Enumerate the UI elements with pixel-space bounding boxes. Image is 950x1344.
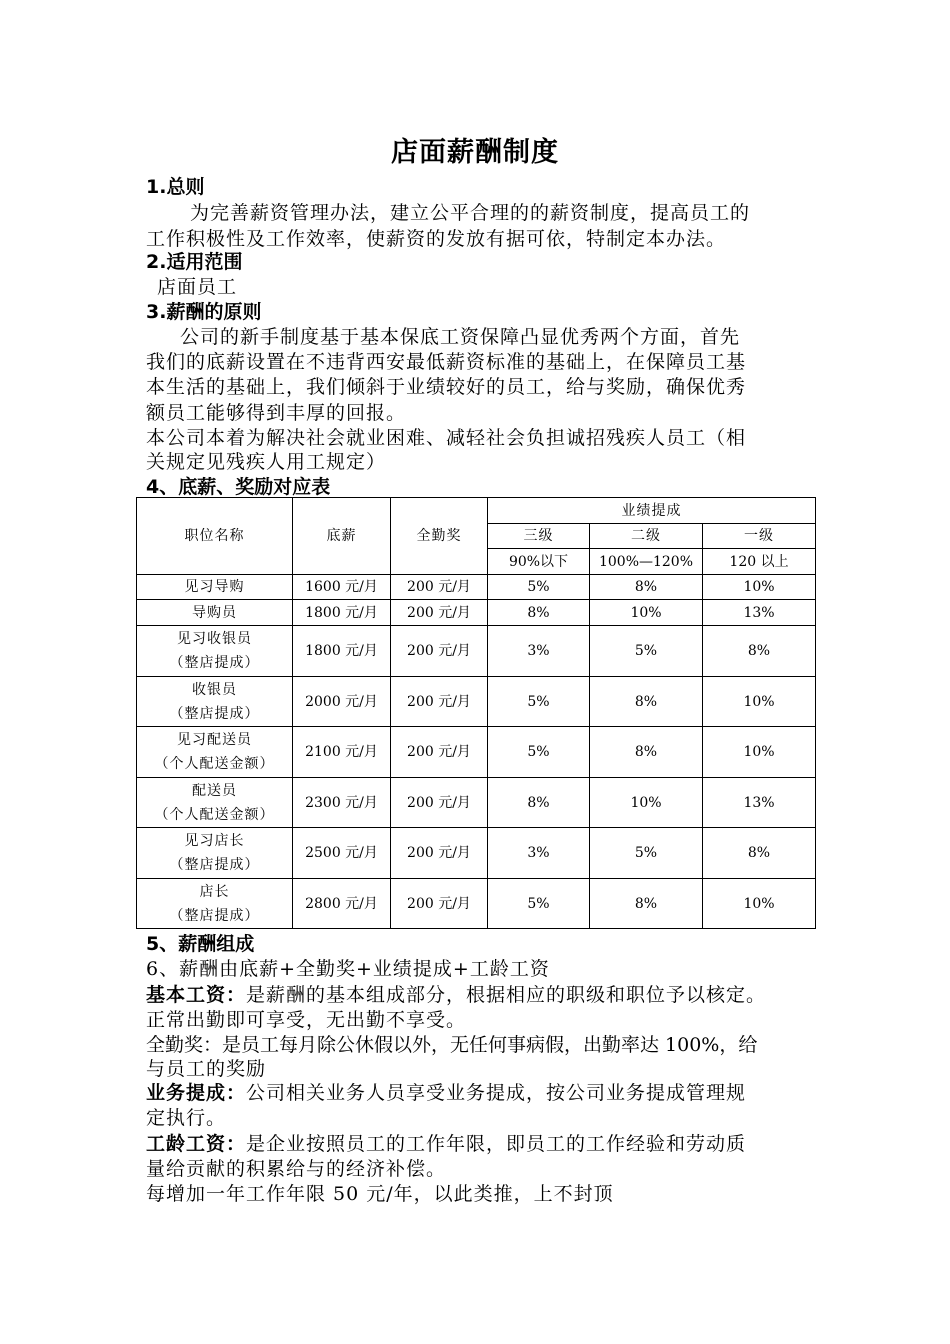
header-range: 100%—120% bbox=[590, 549, 703, 575]
section-1-paragraph-line: 为完善薪资管理办法，建立公平合理的的薪资制度，提高员工的 bbox=[190, 202, 751, 224]
header-range: 90%以下 bbox=[488, 549, 590, 575]
seniority-paragraph-line: 量给贡献的积累给与的经济补偿。 bbox=[146, 1158, 447, 1180]
table-row bbox=[137, 727, 816, 778]
base-salary: 2500 元/月 bbox=[293, 828, 391, 879]
position-name: 见习店长 bbox=[184, 833, 245, 849]
seniority-label: 工龄工资： bbox=[146, 1133, 247, 1155]
section-6-line: 6、薪酬由底薪+全勤奖+业绩提成+工龄工资 bbox=[146, 958, 550, 980]
header-position: 职位名称 bbox=[137, 498, 293, 575]
section-2-body: 店面员工 bbox=[157, 276, 238, 298]
header-range: 120 以上 bbox=[703, 549, 816, 575]
section-3-paragraph-line: 本生活的基础上，我们倾斜于业绩较好的员工，给与奖励，确保优秀 bbox=[146, 376, 747, 398]
position-note: （整店提成） bbox=[169, 907, 260, 924]
commission-level-2: 8% bbox=[590, 879, 703, 929]
seniority-paragraph-line bbox=[146, 1131, 746, 1157]
commission-level-3: 5% bbox=[488, 727, 590, 778]
base-salary: 2000 元/月 bbox=[293, 677, 391, 727]
section-3-paragraph-line: 我们的底薪设置在不违背西安最低薪资标准的基础上，在保障员工基 bbox=[146, 351, 747, 373]
commission-level-3: 8% bbox=[488, 600, 590, 626]
seniority-rate-line: 每增加一年工作年限 50 元/年，以此类推，上不封顶 bbox=[146, 1183, 614, 1205]
attendance-bonus: 200 元/月 bbox=[391, 600, 488, 626]
commission-level-3: 5% bbox=[488, 677, 590, 727]
position-note: （整店提成） bbox=[169, 857, 260, 873]
section-3-paragraph-line: 本公司本着为解决社会就业困难、减轻社会负担诚招残疾人员工（相 bbox=[146, 427, 747, 449]
basic-salary-paragraph-line: 正常出勤即可享受，无出勤不享受。 bbox=[146, 1009, 467, 1031]
position-name: 导购员 bbox=[137, 600, 293, 626]
section-3-paragraph-line: 公司的新手制度基于基本保底工资保障凸显优秀两个方面，首先 bbox=[180, 326, 741, 348]
position-note: （个人配送金额） bbox=[154, 756, 275, 772]
position-note: （整店提成） bbox=[169, 655, 260, 671]
attendance-bonus: 200 元/月 bbox=[391, 879, 488, 929]
position-cell bbox=[137, 828, 293, 879]
basic-salary-text: 是薪酬的基本组成部分，根据相应的职级和职位予以核定。 bbox=[246, 984, 767, 1006]
position-name: 见习收银员 bbox=[177, 631, 252, 647]
basic-salary-paragraph-line bbox=[146, 982, 766, 1008]
commission-level-1: 8% bbox=[703, 626, 816, 677]
commission-level-1: 8% bbox=[703, 828, 816, 879]
section-3-paragraph-line: 关规定见残疾人用工规定） bbox=[146, 451, 387, 473]
commission-level-1: 13% bbox=[703, 778, 816, 828]
position-note: （个人配送金额） bbox=[154, 806, 275, 823]
attendance-paragraph-line: 与员工的奖励 bbox=[146, 1058, 267, 1080]
position-cell bbox=[137, 778, 293, 828]
base-salary: 2800 元/月 bbox=[293, 879, 391, 929]
table-row bbox=[137, 626, 816, 677]
commission-level-1: 10% bbox=[703, 727, 816, 778]
section-2-heading: 2.适用范围 bbox=[146, 251, 243, 273]
commission-level-2: 5% bbox=[590, 828, 703, 879]
base-salary: 2100 元/月 bbox=[293, 727, 391, 778]
commission-level-2: 8% bbox=[590, 727, 703, 778]
business-commission-paragraph-line: 定执行。 bbox=[146, 1107, 227, 1129]
section-4-heading: 4、底薪、奖励对应表 bbox=[146, 476, 331, 498]
commission-level-3: 3% bbox=[488, 828, 590, 879]
commission-level-3: 5% bbox=[488, 879, 590, 929]
attendance-bonus: 200 元/月 bbox=[391, 828, 488, 879]
table-row bbox=[137, 828, 816, 879]
position-cell bbox=[137, 727, 293, 778]
position-name: 店长 bbox=[199, 883, 230, 900]
commission-level-2: 8% bbox=[590, 575, 703, 600]
position-name: 见习导购 bbox=[137, 575, 293, 600]
salary-table bbox=[136, 497, 816, 929]
basic-salary-label: 基本工资： bbox=[146, 984, 247, 1006]
seniority-text: 是企业按照员工的工作年限，即员工的工作经验和劳动质 bbox=[246, 1133, 747, 1155]
header-commission: 业绩提成 bbox=[488, 498, 816, 524]
position-name: 收银员 bbox=[192, 681, 237, 698]
attendance-bonus: 200 元/月 bbox=[391, 778, 488, 828]
section-3-paragraph-line: 额员工能够得到丰厚的回报。 bbox=[146, 402, 407, 424]
table-row bbox=[137, 778, 816, 828]
header-level: 一级 bbox=[703, 524, 816, 549]
base-salary: 1800 元/月 bbox=[293, 626, 391, 677]
position-cell bbox=[137, 626, 293, 677]
table-row bbox=[137, 600, 816, 626]
section-1-heading: 1.总则 bbox=[146, 176, 205, 198]
header-level: 三级 bbox=[488, 524, 590, 549]
section-1-paragraph-line: 工作积极性及工作效率，使薪资的发放有据可依，特制定本办法。 bbox=[146, 228, 727, 250]
position-cell bbox=[137, 677, 293, 727]
table-row bbox=[137, 879, 816, 929]
business-commission-label: 业务提成： bbox=[146, 1082, 247, 1104]
header-base-salary: 底薪 bbox=[293, 498, 391, 575]
position-name: 见习配送员 bbox=[177, 732, 252, 748]
document-title: 店面薪酬制度 bbox=[391, 137, 559, 168]
business-commission-text: 公司相关业务人员享受业务提成，按公司业务提成管理规 bbox=[246, 1082, 747, 1104]
commission-level-2: 5% bbox=[590, 626, 703, 677]
table-row bbox=[137, 575, 816, 600]
position-note: （整店提成） bbox=[169, 705, 260, 722]
base-salary: 1800 元/月 bbox=[293, 600, 391, 626]
business-commission-paragraph-line bbox=[146, 1080, 746, 1106]
commission-level-1: 10% bbox=[703, 575, 816, 600]
commission-level-3: 5% bbox=[488, 575, 590, 600]
attendance-paragraph-line: 全勤奖：是员工每月除公休假以外，无任何事病假，出勤率达 100%，给 bbox=[146, 1034, 758, 1056]
commission-level-2: 10% bbox=[590, 600, 703, 626]
commission-level-1: 10% bbox=[703, 879, 816, 929]
section-5-heading: 5、薪酬组成 bbox=[146, 933, 255, 955]
commission-level-1: 10% bbox=[703, 677, 816, 727]
attendance-bonus: 200 元/月 bbox=[391, 575, 488, 600]
attendance-bonus: 200 元/月 bbox=[391, 727, 488, 778]
header-level: 二级 bbox=[590, 524, 703, 549]
table-row bbox=[137, 677, 816, 727]
commission-level-3: 8% bbox=[488, 778, 590, 828]
attendance-bonus: 200 元/月 bbox=[391, 626, 488, 677]
commission-level-2: 10% bbox=[590, 778, 703, 828]
base-salary: 2300 元/月 bbox=[293, 778, 391, 828]
commission-level-3: 3% bbox=[488, 626, 590, 677]
commission-level-2: 8% bbox=[590, 677, 703, 727]
header-attendance-bonus: 全勤奖 bbox=[391, 498, 488, 575]
position-name: 配送员 bbox=[192, 782, 237, 799]
section-3-heading: 3.薪酬的原则 bbox=[146, 301, 262, 323]
base-salary: 1600 元/月 bbox=[293, 575, 391, 600]
commission-level-1: 13% bbox=[703, 600, 816, 626]
position-cell bbox=[137, 879, 293, 929]
attendance-bonus: 200 元/月 bbox=[391, 677, 488, 727]
